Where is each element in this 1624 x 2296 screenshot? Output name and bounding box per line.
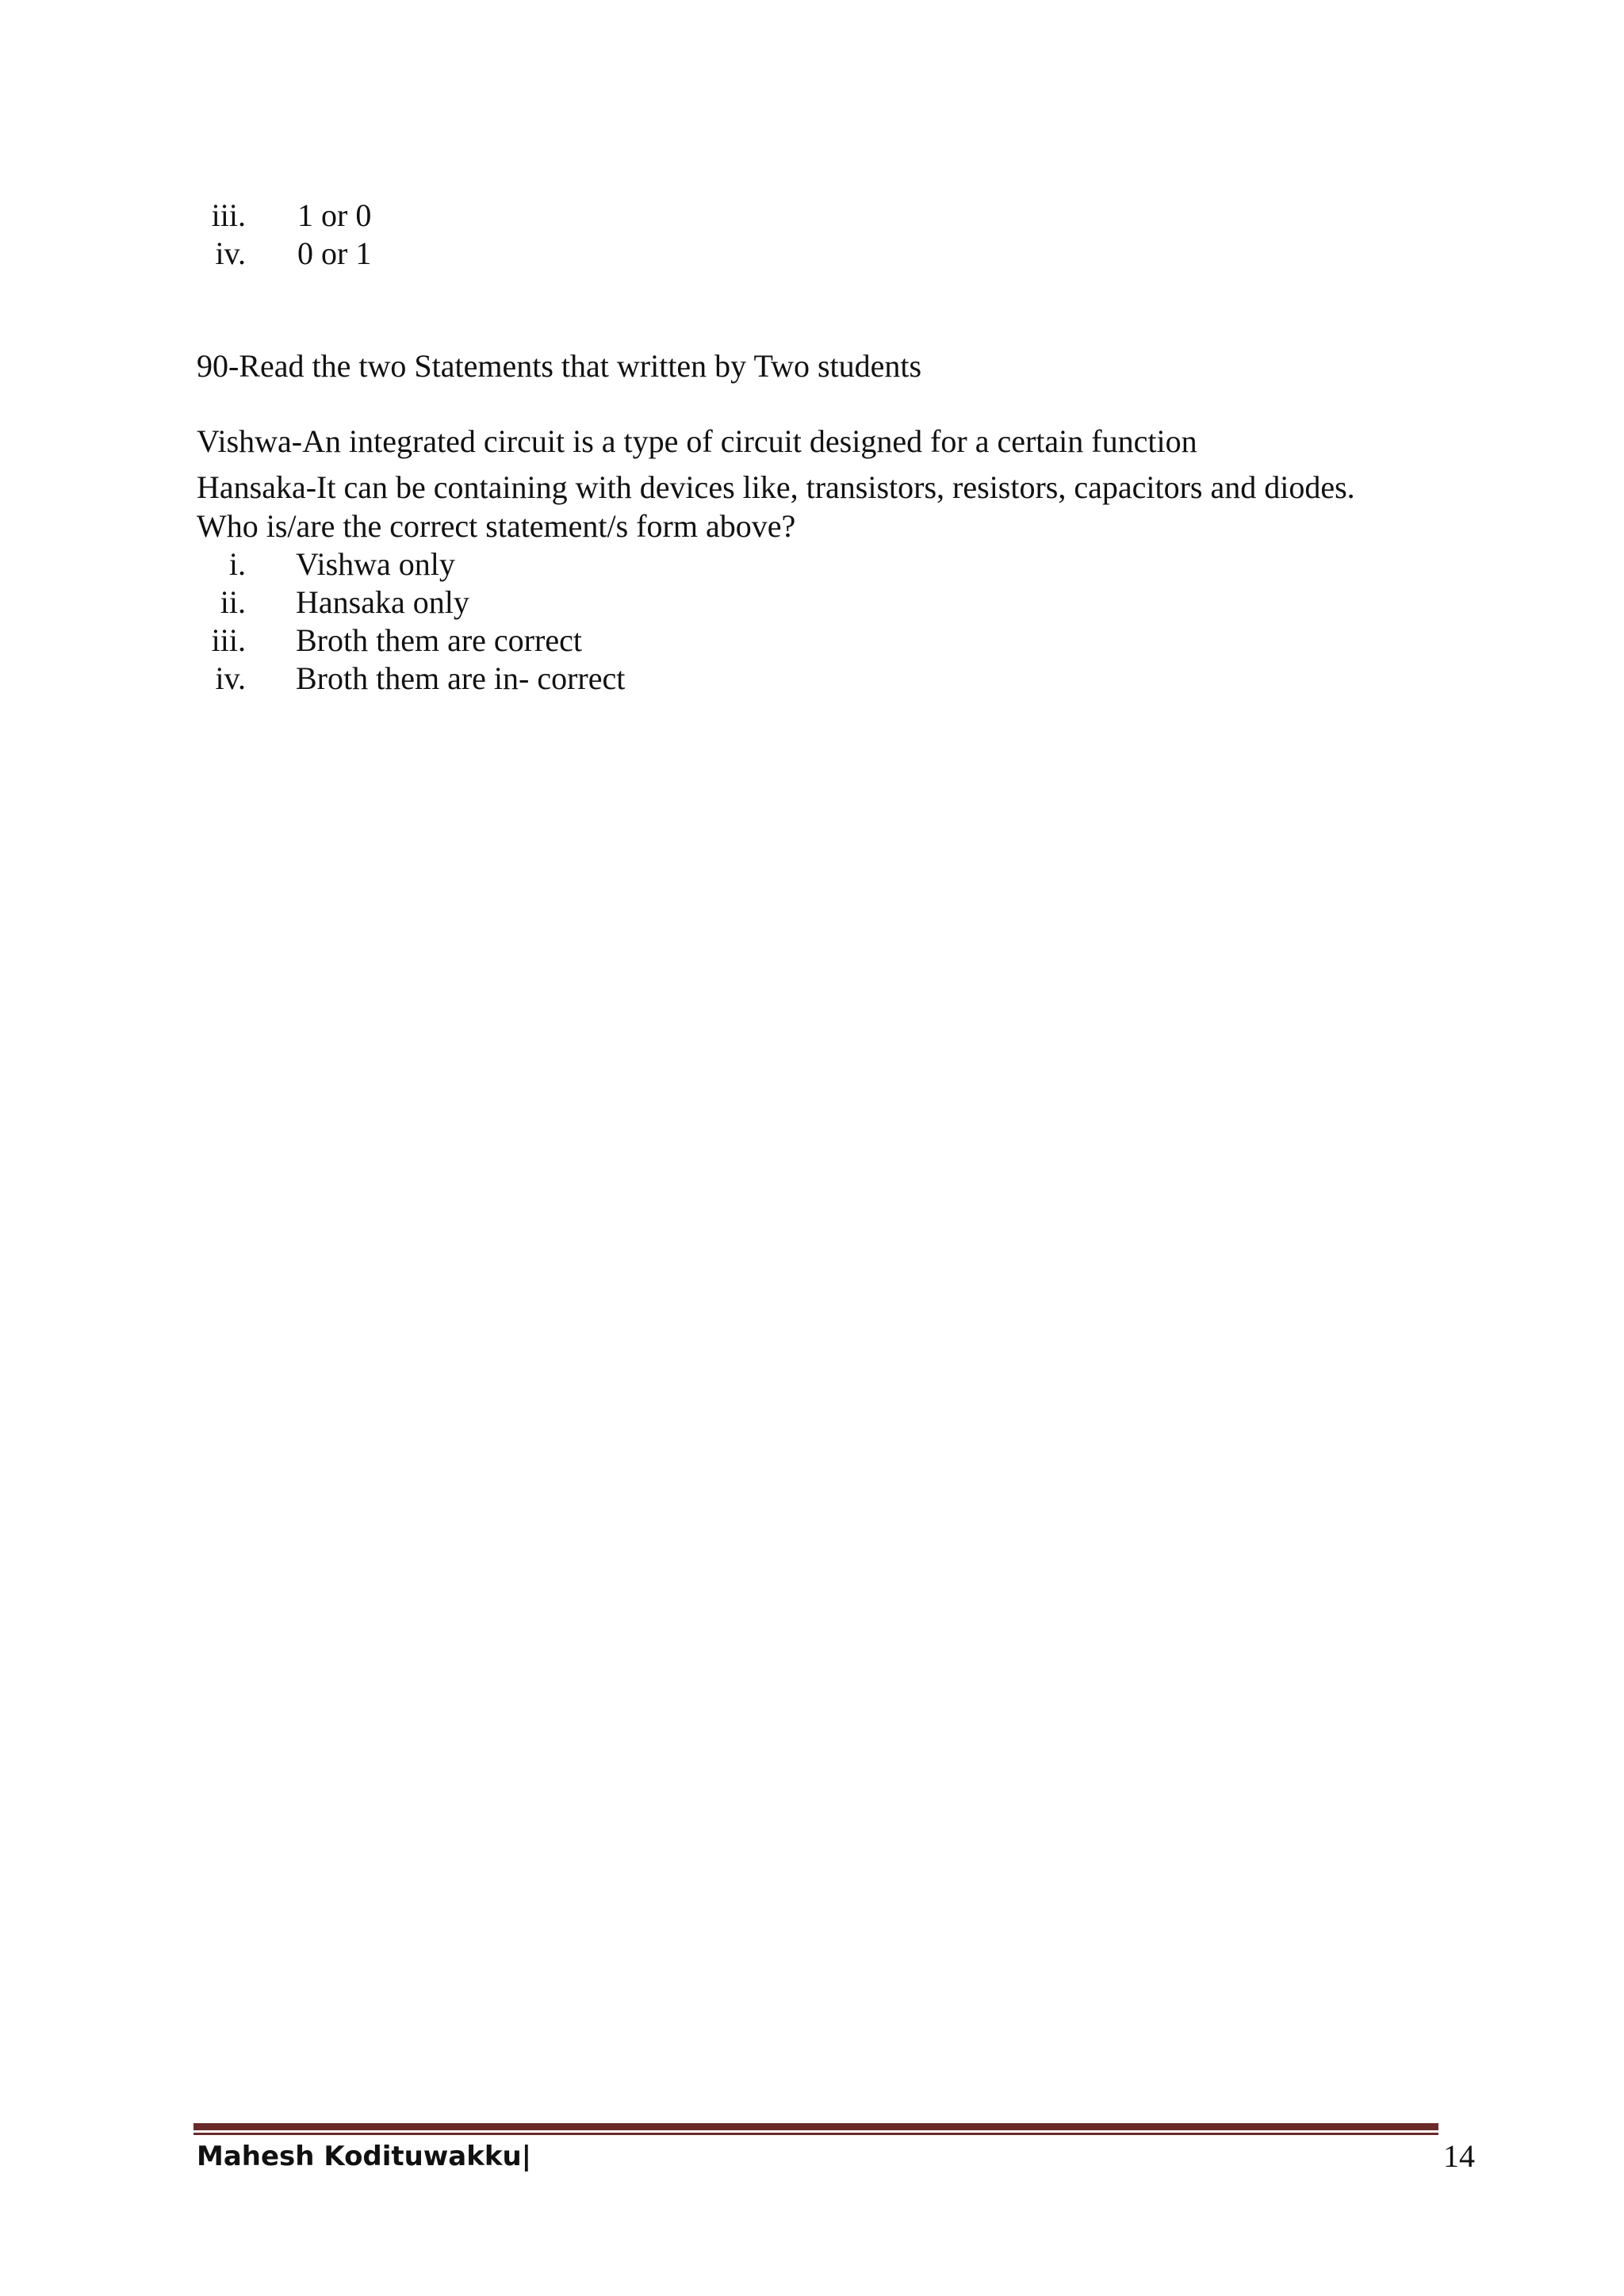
option-text: Broth them are in- correct xyxy=(296,660,626,696)
option-text: 1 or 0 xyxy=(297,197,372,233)
option-text: 0 or 1 xyxy=(297,235,372,271)
option-number: ii. xyxy=(220,584,246,620)
option-text: Vishwa only xyxy=(296,546,455,582)
option-text: Broth them are correct xyxy=(296,622,582,658)
option-text: Hansaka only xyxy=(296,584,469,620)
footer-divider-thin xyxy=(193,2133,1438,2135)
option-number: iii. xyxy=(211,622,246,658)
question-prompt: Who is/are the correct statement/s form above? xyxy=(197,508,796,544)
option-number: iv. xyxy=(215,235,246,271)
footer-author: Mahesh Kodituwakku| xyxy=(197,2141,532,2172)
footer-divider xyxy=(193,2123,1438,2130)
statement-hansaka: Hansaka-It can be containing with devices like, transistors, resistors, capacitors and diodes. xyxy=(197,469,1355,505)
page-number: 14 xyxy=(1443,2138,1475,2174)
option-number: iv. xyxy=(215,660,246,696)
option-number: i. xyxy=(228,546,246,582)
question-title: 90-Read the two Statements that written by Two students xyxy=(197,348,922,384)
statement-vishwa: Vishwa-An integrated circuit is a type of circuit designed for a certain function xyxy=(197,423,1197,459)
option-number: iii. xyxy=(211,197,246,233)
